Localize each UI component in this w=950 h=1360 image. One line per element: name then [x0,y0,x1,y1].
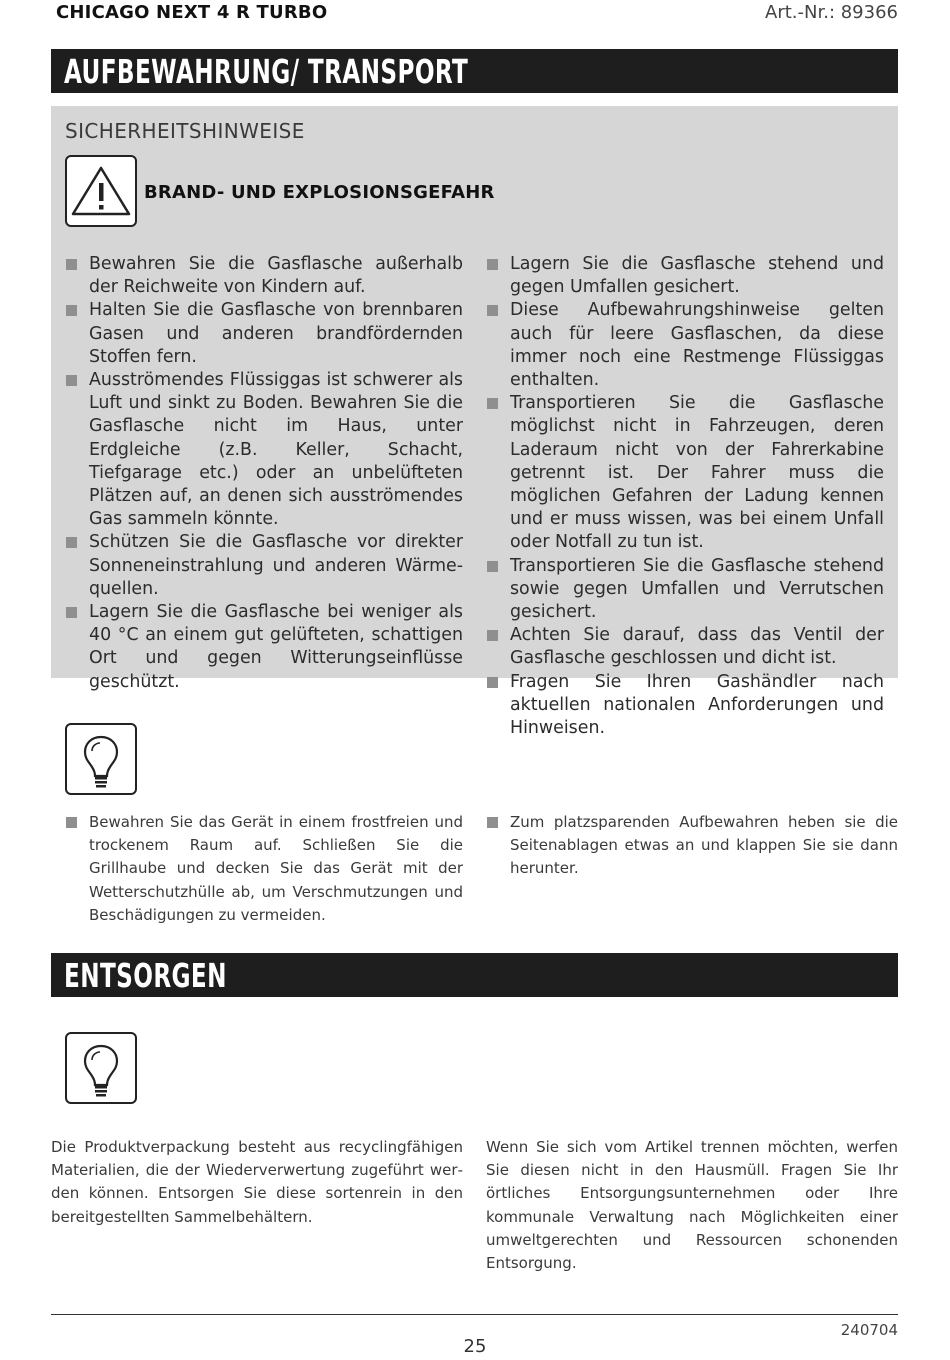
safety-heading: SICHERHEITSHINWEISE [65,119,305,143]
list-item: Zum platzsparenden Aufbewahren heben sie die Seitenablagen etwas an und klappen Sie sie dann herunter. [486,811,898,881]
safety-list-left [65,253,463,694]
list-item: Halten Sie die Gasflasche von brennbaren Gasen und anderen brandfördernden Stoffen fern. [65,299,463,369]
list-item: Bewahren Sie das Gerät in einem frostfreien und trockenem Raum auf. Schließen Sie die Grillhaube und decken Sie das Gerät mit der Wetterschutzhülle ab, um Verschmutzungen und Beschädigungen zu vermeiden. [65,811,463,927]
list-item: Transportieren Sie die Gasflasche möglichst nicht in Fahrzeugen, deren Laderaum nicht von der Fahrerkabine getrennt ist. Der Fahrer muss die möglichen Gefahren der Ladung kennen und er muss wissen, was bei einem Unfall oder Notfall zu tun ist. [486,392,884,554]
list-item: Ausströmendes Flüssiggas ist schwerer als Luft und sinkt zu Boden. Bewahren Sie die Gasflasche nicht im Haus, unter Erdgleiche (z.B. Keller, Schacht, Tiefgarage etc.) oder an unbelüfteten Plätzen auf, an denen sich ausströmendes Gas sammeln könnte. [65,369,463,531]
section-title-disposal: ENTSORGEN [64,956,227,995]
warning-title: BRAND- UND EXPLOSIONSGEFAHR [144,182,495,203]
lightbulb-icon [65,723,137,795]
disposal-text-left: Die Produktverpackung besteht aus recyclingfähigen Materialien, die der Wiederverwertung zugeführt werden können. Entsorgen Sie diese sortenrein in den bereitgestellten Sammelbehältern. [51,1138,463,1226]
section-title-storage: AUFBEWAHRUNG/ TRANSPORT [64,52,469,91]
safety-panel [51,106,898,739]
footer-divider [51,1314,898,1315]
list-item: Lagern Sie die Gasflasche bei weniger als 40 °C an einem gut gelüfteten, schattigen Ort und gegen Witterungseinflüsse geschützt. [65,601,463,694]
list-item: Schützen Sie die Gasflasche vor direkter Sonneneinstrahlung und anderen Wärmequellen. [65,531,463,601]
tips-list-left [65,811,463,927]
section-header-storage [51,49,898,93]
document-code: 240704 [840,1321,898,1339]
list-item: Fragen Sie Ihren Gashändler nach aktuellen nationalen Anforderungen und Hinweisen. [486,671,884,741]
list-item: Achten Sie darauf, dass das Ventil der Gasflasche geschlossen und dicht ist. [486,624,884,670]
list-item: Lagern Sie die Gasflasche stehend und gegen Umfallen gesichert. [486,253,884,299]
list-item: Bewahren Sie die Gasflasche außerhalb der Reichweite von Kindern auf. [65,253,463,299]
article-number: Art.-Nr.: 89366 [765,2,898,23]
section-header-disposal [51,953,898,997]
lightbulb-icon [65,1032,137,1104]
page-number: 25 [463,1336,487,1357]
disposal-text-right: Wenn Sie sich vom Artikel trennen möchten, werfen Sie diesen nicht in den Hausmüll. Fragen Sie Ihr örtliches Entsorgungsunternehmen oder Ihre kommunale Verwaltung nach Möglichkeiten einer umweltgerechten und Ressourcen schonenden Entsorgung. [486,1138,898,1273]
tips-list-right [486,811,898,881]
list-item: Diese Aufbewahrungshinweise gelten auch für leere Gasflaschen, da diese immer noch eine Restmenge Flüssiggas enthalten. [486,299,884,392]
product-name: CHICAGO NEXT 4 R TURBO [56,2,328,23]
warning-triangle-icon [65,155,137,227]
safety-list-right [486,253,884,740]
list-item: Transportieren Sie die Gasflasche stehend sowie gegen Umfallen und Verrutschen gesichert. [486,555,884,625]
